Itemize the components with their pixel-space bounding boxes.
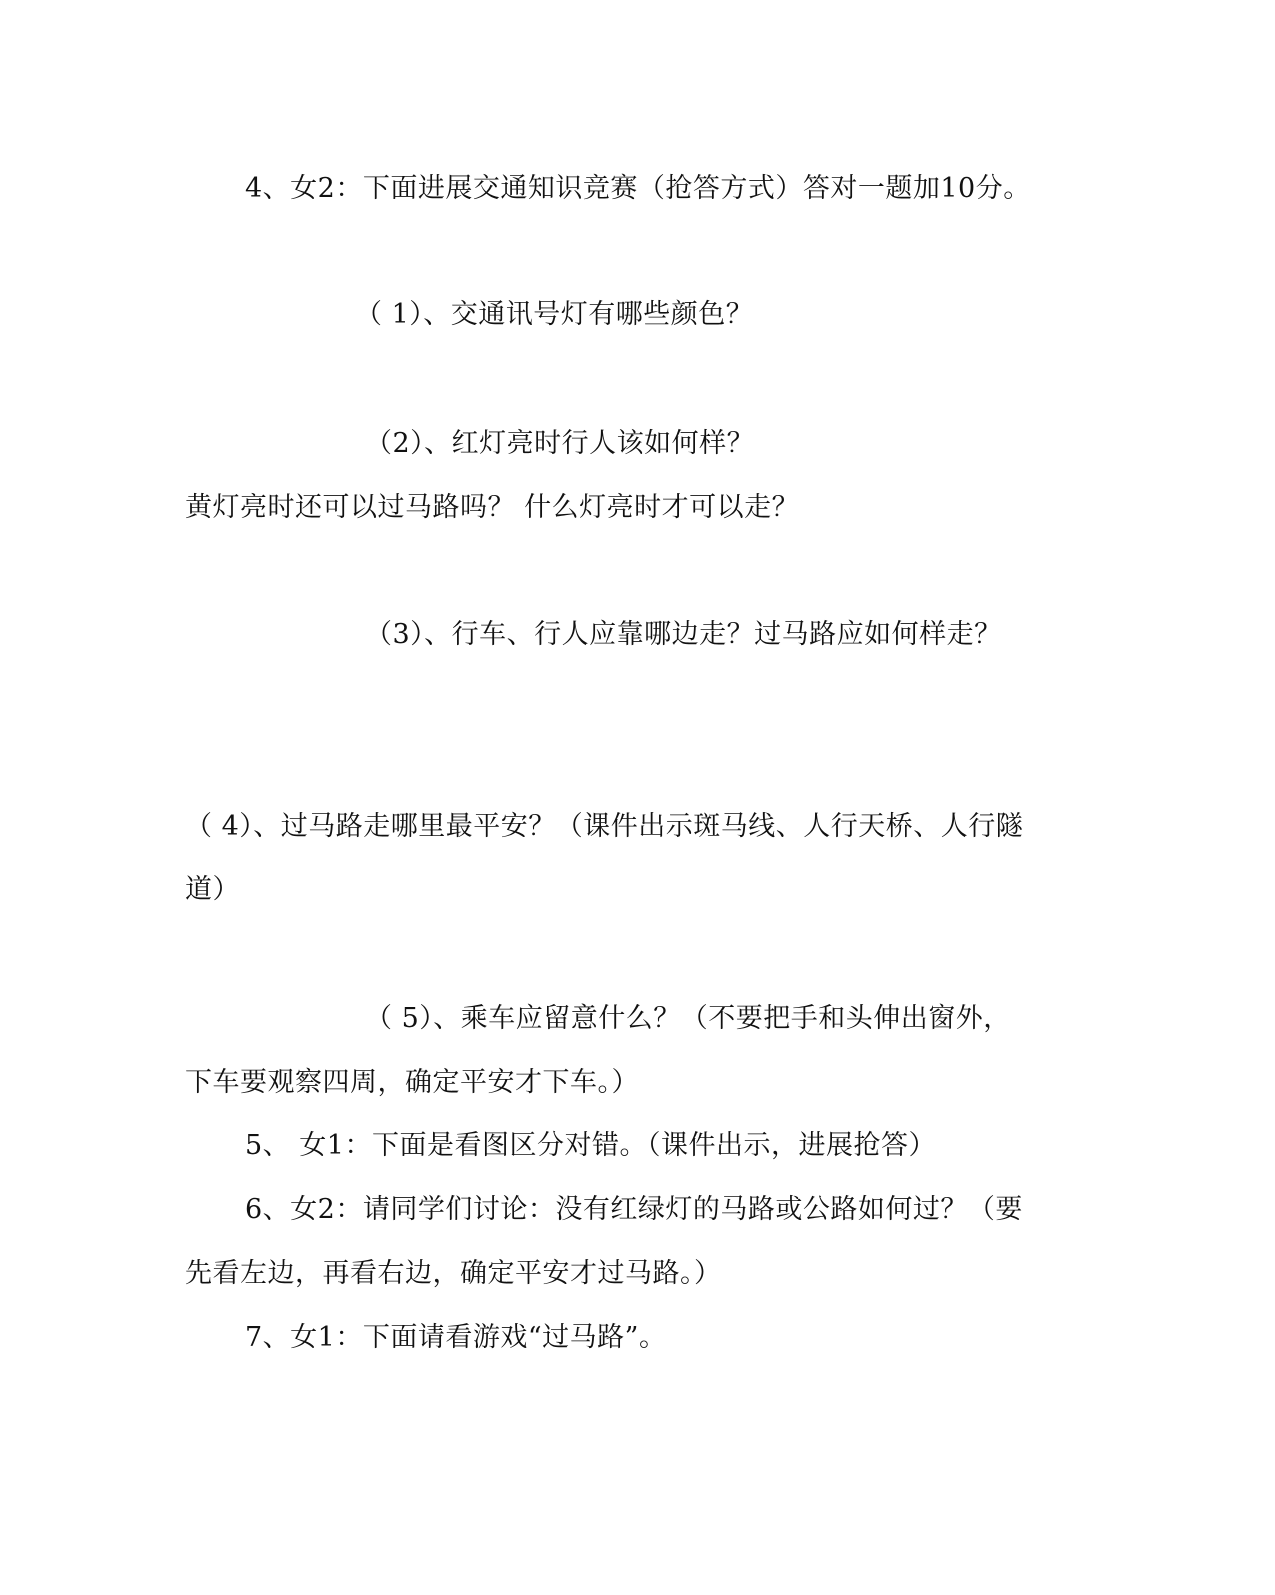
paragraph-line-11: 6、女2：请同学们讨论：没有红绿灯的马路或公路如何过？（要 [245, 1194, 1023, 1225]
paragraph-line-1: 4、女2：下面进展交通知识竞赛（抢答方式）答对一题加10分。 [245, 173, 1031, 204]
paragraph-line-13: 7、女1：下面请看游戏“过马路”。 [245, 1322, 667, 1353]
paragraph-line-2: （ 1）、交通讯号灯有哪些颜色？ [355, 299, 754, 330]
paragraph-line-7: 道） [185, 874, 240, 905]
paragraph-line-6: （ 4）、过马路走哪里最平安？（课件出示斑马线、人行天桥、人行隧 [185, 811, 1024, 842]
paragraph-line-12: 先看左边，再看右边，确定平安才过马路。） [185, 1258, 722, 1289]
paragraph-line-8: （ 5）、乘车应留意什么？（不要把手和头伸出窗外， [365, 1003, 1011, 1034]
paragraph-line-5: （3）、行车、行人应靠哪边走？过马路应如何样走？ [365, 619, 1002, 650]
paragraph-line-3: （2）、红灯亮时行人该如何样？ [365, 428, 755, 459]
paragraph-line-10: 5、 女1：下面是看图区分对错。（课件出示，进展抢答） [245, 1130, 936, 1161]
paragraph-line-9: 下车要观察四周，确定平安才下车。） [185, 1067, 639, 1098]
paragraph-line-4: 黄灯亮时还可以过马路吗？ 什么灯亮时才可以走？ [185, 492, 800, 523]
